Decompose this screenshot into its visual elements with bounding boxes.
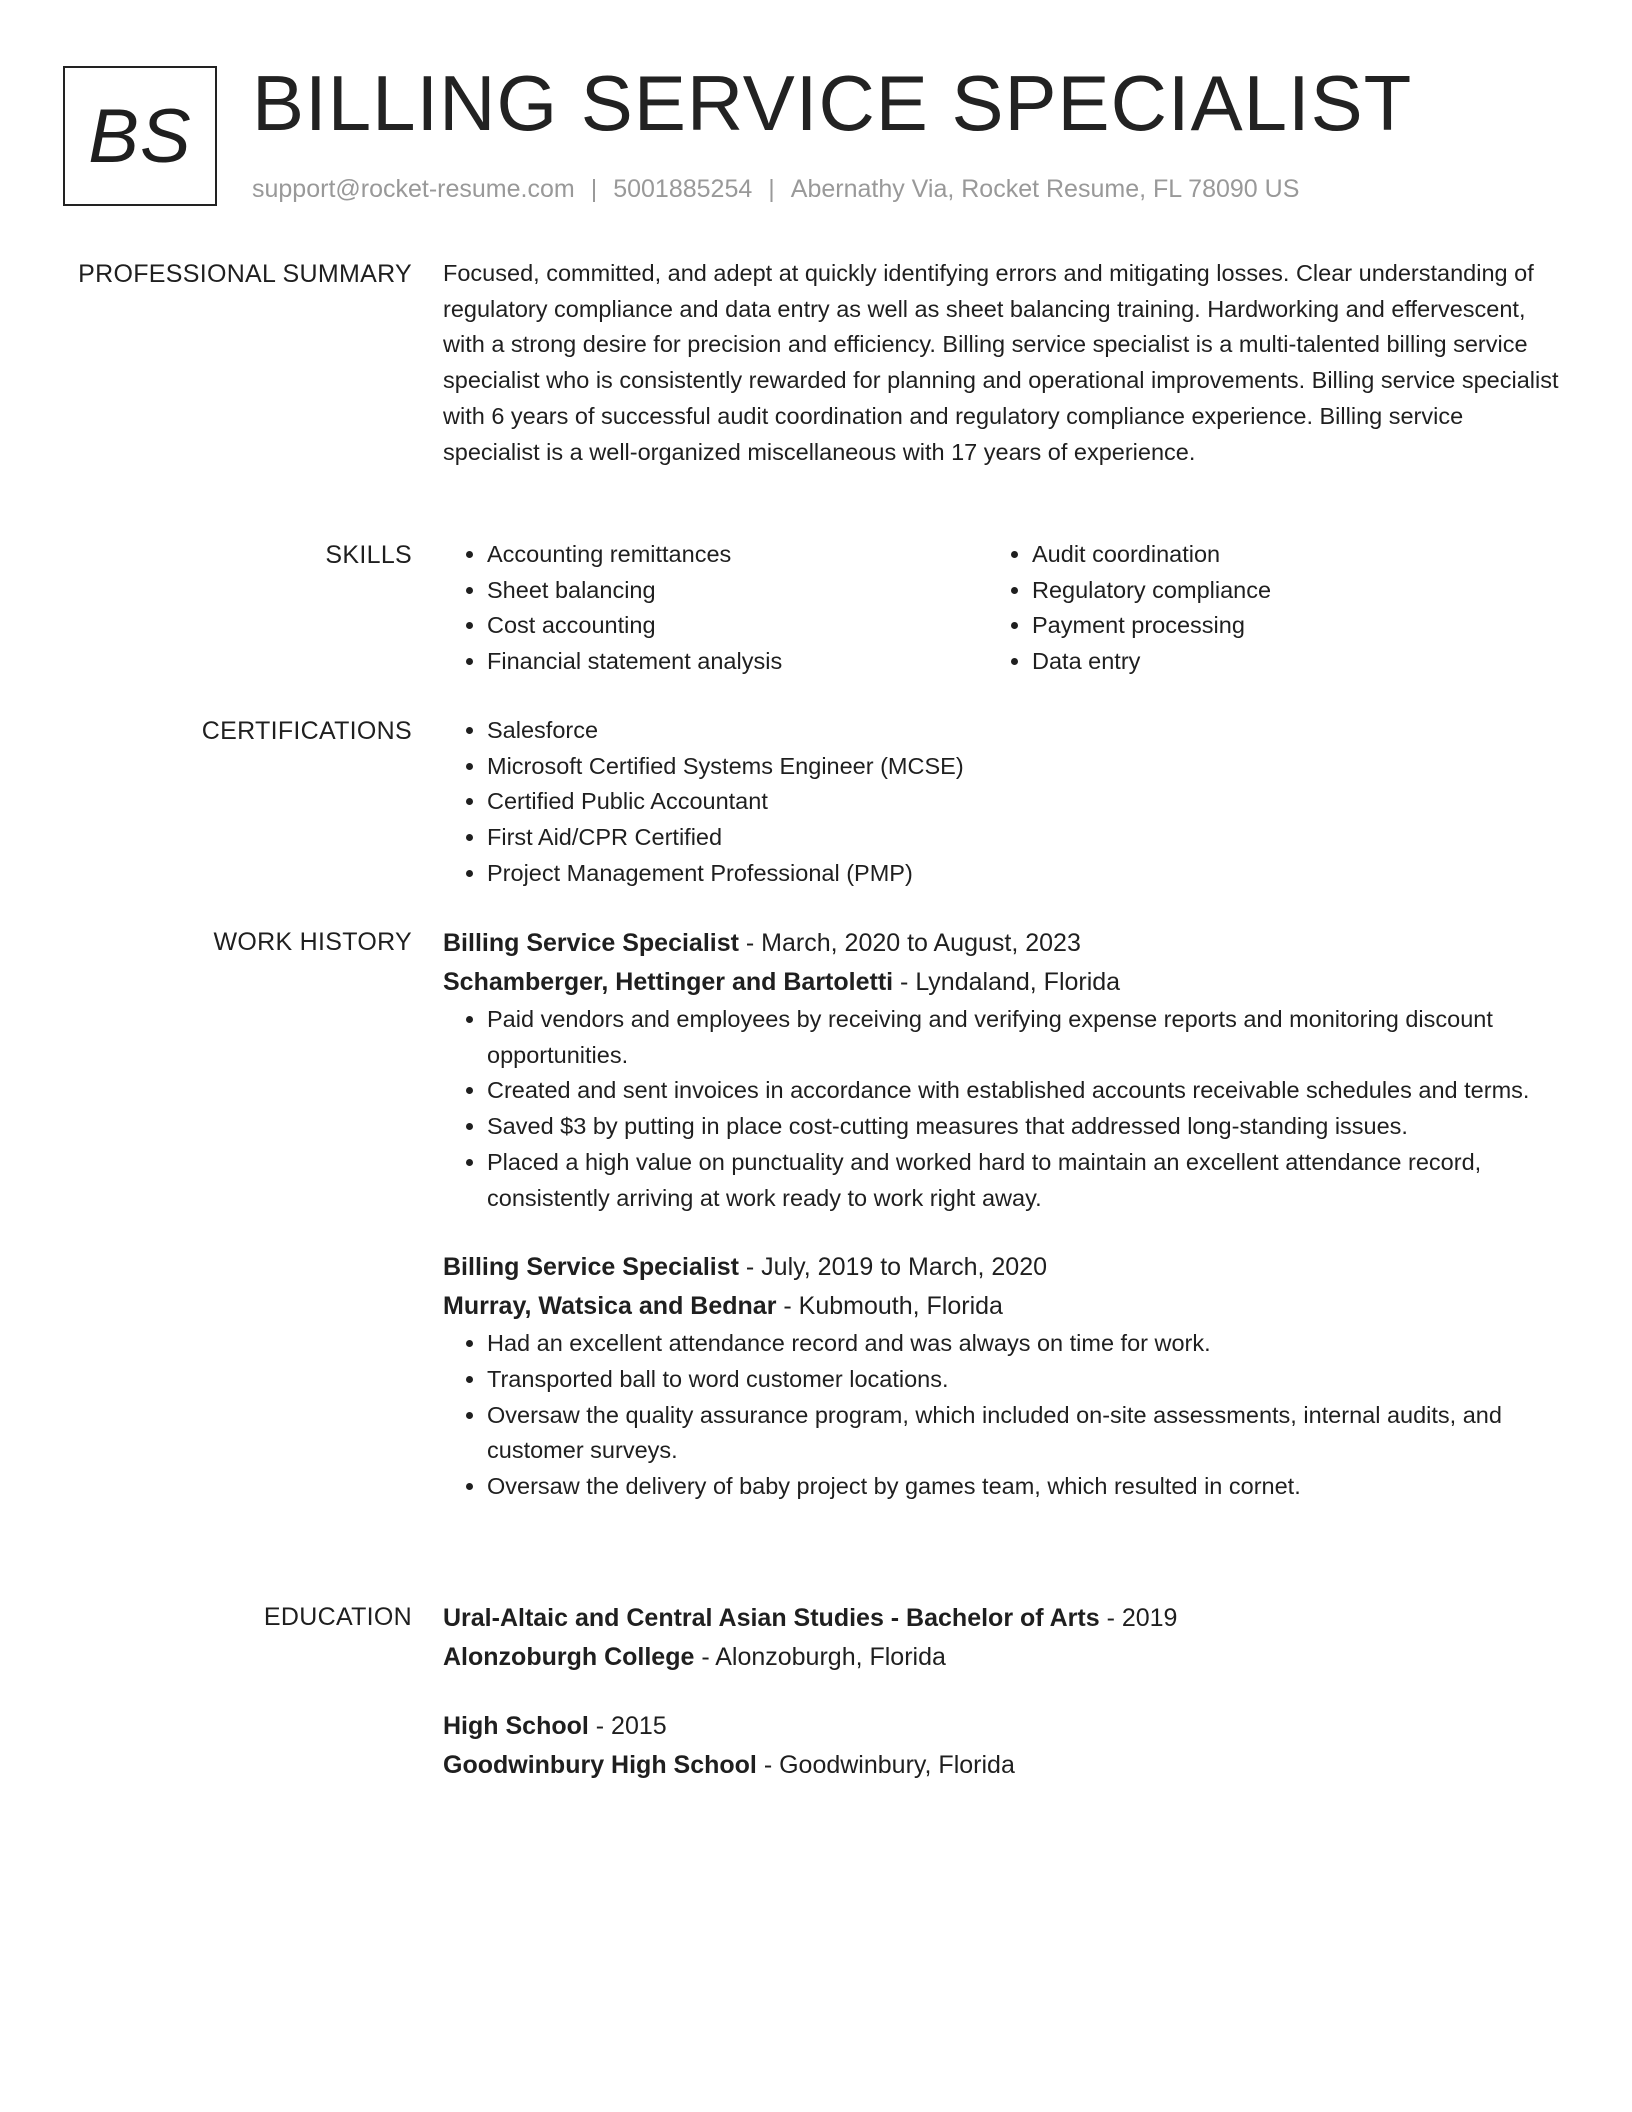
certification-item: • Microsoft Certified Systems Engineer (MCSE) xyxy=(487,749,1563,785)
section-label-summary: PROFESSIONAL SUMMARY xyxy=(78,260,412,288)
skill-item: • Cost accounting xyxy=(487,608,988,644)
skills-column-right xyxy=(988,537,1533,680)
education-degree: High School xyxy=(443,1712,589,1740)
certification-item: • Salesforce xyxy=(487,713,1563,749)
job-entry xyxy=(443,924,1563,1216)
job-bullet: • Transported ball to word customer locations. xyxy=(487,1362,1563,1398)
contact-email[interactable]: support@rocket-resume.com xyxy=(252,175,575,203)
job-company: Murray, Watsica and Bednar xyxy=(443,1292,777,1321)
contact-address: Abernathy Via, Rocket Resume, FL 78090 US xyxy=(790,175,1300,203)
job-location: - Kubmouth, Florida xyxy=(776,1292,1003,1321)
skill-item: • Sheet balancing xyxy=(487,573,988,609)
job-bullets xyxy=(443,1326,1563,1505)
job-title-line xyxy=(443,924,1563,963)
job-title-line xyxy=(443,1248,1563,1287)
certification-item: • Project Management Professional (PMP) xyxy=(487,856,1563,892)
education-entry xyxy=(443,1707,1563,1785)
education-school-line xyxy=(443,1638,1563,1677)
summary-body xyxy=(443,256,1563,470)
education-degree-line xyxy=(443,1707,1563,1746)
certification-item: • First Aid/CPR Certified xyxy=(487,820,1563,856)
contact-line xyxy=(252,172,1299,206)
contact-phone[interactable]: 5001885254 xyxy=(613,175,753,203)
summary-text: Focused, committed, and adept at quickly identifying errors and mitigating losses. Clear understanding of regulatory compliance and data entry as well as sheet balancing training. Hardworking and effervescent, with a strong desire for precision and efficiency. Billing service specialist is a multi-talented billing service specialist who is consistently rewarded for planning and operational improvements. Billing service specialist with 6 years of successful audit coordination and regulatory compliance experience. Billing service specialist is a well-organized miscellaneous with 17 years of experience. xyxy=(443,260,1559,465)
education-degree: Ural-Altaic and Central Asian Studies - Bachelor of Arts xyxy=(443,1604,1100,1632)
job-title: Billing Service Specialist xyxy=(443,929,739,957)
job-title: Billing Service Specialist xyxy=(443,1253,739,1282)
skill-item: • Payment processing xyxy=(1032,608,1533,644)
job-location: - Lyndaland, Florida xyxy=(893,968,1121,996)
job-company: Schamberger, Hettinger and Bartoletti xyxy=(443,968,894,996)
education-location: - Alonzoburgh, Florida xyxy=(694,1643,946,1671)
section-label-education: EDUCATION xyxy=(263,1603,412,1631)
job-bullet: • Oversaw the quality assurance program, which included on-site assessments, internal audits, and customer surveys. xyxy=(487,1398,1563,1469)
job-bullet: • Oversaw the delivery of baby project by games team, which resulted in cornet. xyxy=(487,1469,1563,1505)
section-label-certifications: CERTIFICATIONS xyxy=(201,717,412,745)
job-bullet: • Created and sent invoices in accordance with established accounts receivable schedules and terms. xyxy=(487,1073,1563,1109)
education-year: - 2015 xyxy=(588,1712,667,1740)
job-company-line xyxy=(443,1287,1563,1326)
skills-grid xyxy=(443,537,1563,680)
education-school: Goodwinbury High School xyxy=(443,1751,757,1779)
contact-separator: | xyxy=(590,175,598,203)
skills-body xyxy=(443,537,1563,680)
page-title: BILLING SERVICE SPECIALIST xyxy=(252,59,1413,147)
skill-item: • Accounting remittances xyxy=(487,537,988,573)
education-entry xyxy=(443,1599,1563,1677)
job-bullet: • Placed a high value on punctuality and worked hard to maintain an excellent attendance record, consistently arriving at work ready to work right away. xyxy=(487,1145,1563,1216)
education-degree-line xyxy=(443,1599,1563,1638)
education-location: - Goodwinbury, Florida xyxy=(756,1751,1015,1779)
education-school-line xyxy=(443,1746,1563,1785)
education-body xyxy=(443,1599,1563,1785)
education-year: - 2019 xyxy=(1099,1604,1178,1632)
job-bullet: • Paid vendors and employees by receiving and verifying expense reports and monitoring discount opportunities. xyxy=(487,1002,1563,1073)
job-company-line xyxy=(443,963,1563,1002)
skill-item: • Data entry xyxy=(1032,644,1533,680)
skill-item: • Audit coordination xyxy=(1032,537,1533,573)
job-bullet: • Saved $3 by putting in place cost-cutting measures that addressed long-standing issues. xyxy=(487,1109,1563,1145)
job-entry xyxy=(443,1248,1563,1505)
section-label-work-history: WORK HISTORY xyxy=(213,928,412,956)
skill-item: • Regulatory compliance xyxy=(1032,573,1533,609)
monogram-logo: BS xyxy=(63,66,217,206)
skill-item: • Financial statement analysis xyxy=(487,644,988,680)
certification-item: • Certified Public Accountant xyxy=(487,784,1563,820)
skills-column-left xyxy=(443,537,988,680)
job-dates: - March, 2020 to August, 2023 xyxy=(738,929,1081,957)
education-school: Alonzoburgh College xyxy=(443,1643,695,1671)
section-label-skills: SKILLS xyxy=(325,541,412,569)
job-dates: - July, 2019 to March, 2020 xyxy=(738,1253,1048,1282)
job-bullets xyxy=(443,1002,1563,1216)
work-history-body xyxy=(443,924,1563,1505)
certifications-body xyxy=(443,713,1563,892)
job-bullet: • Had an excellent attendance record and was always on time for work. xyxy=(487,1326,1563,1362)
contact-separator: | xyxy=(768,175,775,203)
